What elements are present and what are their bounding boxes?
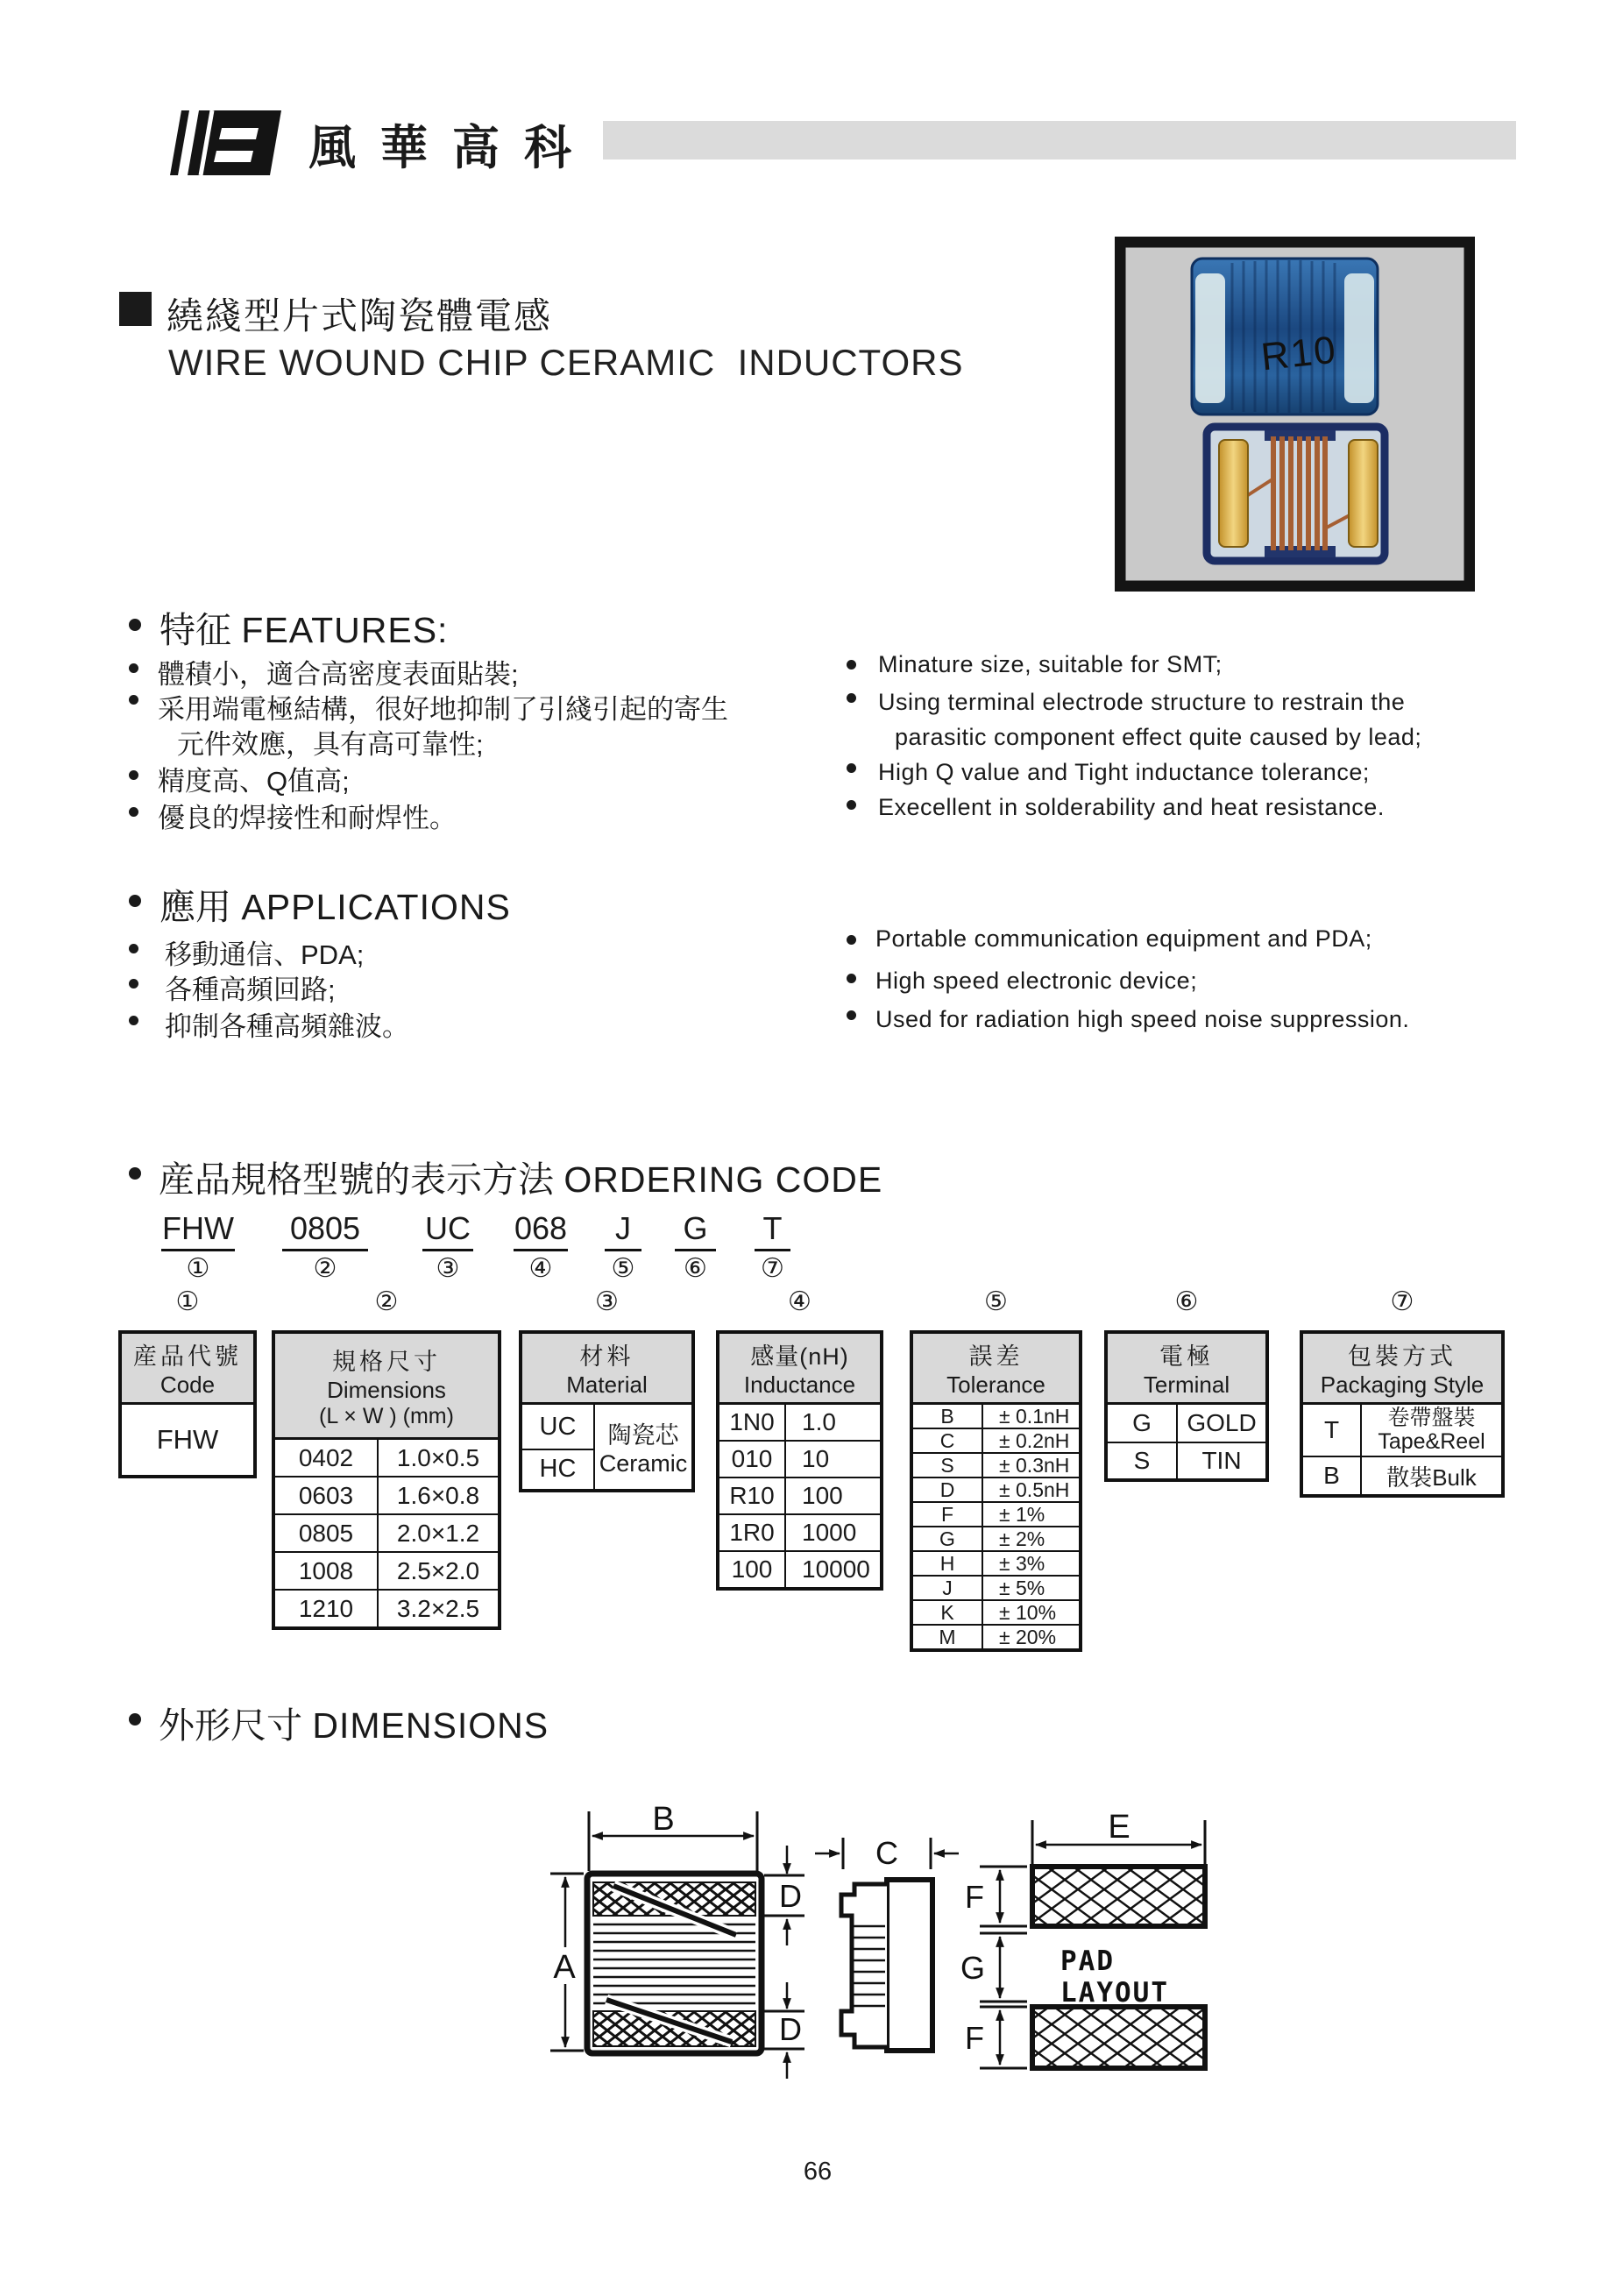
table-cell: 1.0×0.5 — [377, 1440, 498, 1476]
features-heading — [159, 601, 448, 653]
material-table — [519, 1330, 695, 1492]
bullet-icon — [847, 660, 856, 670]
table-cell: S — [1133, 1447, 1151, 1474]
table-cell: 0402 — [298, 1443, 354, 1471]
page-title-zh: 繞綫型片式陶瓷體電感 — [167, 295, 553, 337]
tolerance-table — [910, 1330, 1082, 1652]
table-cell: J — [942, 1576, 953, 1599]
table-cell: H — [939, 1551, 955, 1575]
application-item-en: High speed electronic device; — [875, 967, 1198, 994]
applications-heading-en: APPLICATIONS — [241, 887, 511, 927]
dimensions-table — [272, 1330, 501, 1630]
table-cell: F — [940, 1502, 954, 1526]
dim-label-f: F — [965, 2020, 984, 2056]
table-cell: FHW — [156, 1424, 219, 1455]
table-header-zh: 材料 — [579, 1343, 634, 1370]
brand-name: 風華高科 — [308, 122, 596, 174]
terminal-table — [1104, 1330, 1269, 1482]
table-cell: ± 1% — [982, 1503, 1079, 1526]
table-cell: K — [940, 1600, 954, 1624]
table-header-en: Packaging Style — [1320, 1371, 1485, 1398]
table-cell — [1360, 1405, 1501, 1456]
page-number: 66 — [803, 2158, 833, 2186]
table-cell: 1.6×0.8 — [377, 1478, 498, 1513]
ordering-code-part: 068 — [514, 1210, 568, 1251]
feature-item-zh: 采用端電極結構，很好地抑制了引綫引起的寄生 — [158, 694, 728, 725]
table-cell: ± 5% — [982, 1577, 1079, 1599]
table-cell: 100 — [731, 1555, 773, 1583]
table-header-en: Code — [159, 1371, 216, 1398]
table-header-zh: 誤差 — [968, 1343, 1024, 1370]
table-cell: 散裝Bulk — [1360, 1457, 1501, 1494]
table-cell: 0805 — [298, 1519, 354, 1547]
table-header-zh: 包裝方式 — [1348, 1343, 1456, 1370]
features-heading-en: FEATURES: — [241, 610, 449, 650]
table-cell: R10 — [729, 1482, 775, 1509]
table-cell: ± 0.2nH — [982, 1429, 1079, 1452]
table-cell: 1R0 — [729, 1519, 775, 1546]
bullet-icon — [129, 944, 138, 953]
bullet-icon — [847, 693, 856, 703]
table-cell-merged — [593, 1405, 691, 1489]
bullet-icon — [129, 807, 138, 817]
application-item-zh: 抑制各種高頻雜波。 — [165, 1011, 409, 1042]
table-cell: ± 10% — [982, 1601, 1079, 1624]
dim-label-d: D — [779, 2011, 802, 2047]
table-cell: 2.5×2.0 — [377, 1553, 498, 1589]
section-bullet-icon — [129, 619, 141, 631]
code-index-badge: ② — [313, 1254, 337, 1283]
feature-item-zh: 優良的焊接性和耐焊性。 — [158, 803, 457, 833]
feature-item-en: Execellent in solderability and heat resistance. — [878, 794, 1385, 820]
ordering-code-part: 0805 — [282, 1210, 368, 1251]
feature-item-en: High Q value and Tight inductance tolerance; — [878, 759, 1370, 785]
application-item-zh: 各種高頻回路; — [165, 974, 336, 1005]
bullet-icon — [847, 800, 856, 810]
feature-item-en: Minature size, suitable for SMT; — [878, 651, 1223, 677]
ordering-code-part: FHW — [161, 1210, 235, 1251]
table-header-zh: 産品代號 — [133, 1343, 242, 1370]
table-cell: ± 0.3nH — [982, 1454, 1079, 1477]
application-item-en: Used for radiation high speed noise suppression. — [875, 1006, 1410, 1032]
material-zh: 陶瓷芯 — [607, 1422, 679, 1449]
table-cell: D — [939, 1478, 955, 1501]
code-index-badge: ① — [186, 1254, 210, 1283]
table-header-sub: (L × W ) (mm) — [319, 1403, 454, 1428]
dim-label-c: C — [875, 1835, 898, 1871]
table-cell: 010 — [731, 1445, 773, 1472]
table-header-en: Material — [566, 1371, 648, 1398]
table-cell: 1.0 — [784, 1405, 880, 1440]
ordering-heading-en: ORDERING CODE — [563, 1159, 883, 1200]
bullet-icon — [847, 1010, 856, 1020]
table-index-badge: ⑥ — [1174, 1287, 1199, 1316]
top-view-figure — [550, 1801, 804, 2079]
table-index-badge: ⑤ — [984, 1287, 1008, 1316]
ordering-code-heading — [159, 1151, 882, 1202]
inductance-table — [716, 1330, 883, 1591]
table-cell: ± 2% — [982, 1527, 1079, 1550]
chip-marking: R10 — [1258, 328, 1340, 379]
brand-logo-mark — [169, 110, 283, 175]
table-header-en: Terminal — [1143, 1371, 1230, 1398]
bullet-icon — [847, 935, 856, 945]
dimensions-heading — [159, 1697, 549, 1748]
bullet-icon — [129, 695, 138, 705]
table-header-zh: 電極 — [1159, 1343, 1214, 1370]
table-cell: 2.0×1.2 — [377, 1515, 498, 1551]
feature-item-zh-cont: 元件效應，具有高可靠性; — [177, 729, 484, 760]
code-table — [118, 1330, 257, 1478]
feature-item-zh: 體積小，適合高密度表面貼裝; — [158, 659, 519, 690]
section-bullet-icon — [129, 1167, 141, 1180]
dimensions-heading-zh: 外形尺寸 — [159, 1705, 302, 1746]
applications-heading-zh: 應用 — [159, 887, 231, 927]
table-cell: G — [1132, 1409, 1152, 1436]
table-cell: B — [1323, 1462, 1340, 1489]
ordering-code-part: UC — [422, 1210, 473, 1251]
section-bullet-icon — [129, 895, 141, 907]
feature-item-en: Using terminal electrode structure to restrain the — [878, 689, 1406, 715]
table-index-badge: ③ — [595, 1287, 619, 1316]
bullet-icon — [847, 763, 856, 773]
table-cell: 1210 — [298, 1594, 354, 1622]
bullet-icon — [129, 770, 138, 780]
table-cell: HC — [522, 1449, 593, 1487]
table-header-zh: 規格尺寸 — [332, 1348, 441, 1375]
table-cell: 0603 — [298, 1481, 354, 1509]
dimensions-drawing — [526, 1788, 1244, 2103]
code-index-badge: ⑦ — [761, 1254, 784, 1283]
packaging-zh: 卷帶盤裝 — [1387, 1406, 1476, 1430]
application-item-zh: 移動通信、PDA; — [165, 939, 365, 970]
product-photo — [1115, 237, 1475, 592]
dim-label-b: B — [652, 1801, 675, 1838]
header-gray-bar — [603, 121, 1516, 159]
pad-layout-label-line2: LAYOUT — [1060, 1977, 1169, 2009]
ordering-heading-zh: 産品規格型號的表示方法 — [159, 1159, 554, 1200]
ordering-code-part: T — [755, 1210, 790, 1251]
dim-label-d: D — [779, 1878, 802, 1914]
table-index-badge: ④ — [788, 1287, 812, 1316]
material-en: Ceramic — [599, 1450, 688, 1477]
table-cell: 10000 — [784, 1552, 880, 1587]
table-cell: 3.2×2.5 — [377, 1591, 498, 1626]
packaging-table — [1300, 1330, 1505, 1498]
table-cell: G — [939, 1527, 955, 1550]
ordering-code-part: J — [605, 1210, 641, 1251]
table-cell: 100 — [784, 1478, 880, 1513]
title-square-marker — [119, 292, 152, 326]
side-view-figure — [815, 1835, 959, 2051]
dim-label-e: E — [1108, 1809, 1130, 1846]
table-cell: ± 0.5nH — [982, 1478, 1079, 1501]
ordering-code-part: G — [675, 1210, 716, 1251]
pad-layout-figure — [960, 1809, 1205, 2068]
feature-item-en-cont: parasitic component effect quite caused by lead; — [895, 724, 1422, 750]
table-header-en: Dimensions — [327, 1376, 446, 1403]
code-index-badge: ⑤ — [611, 1254, 635, 1283]
dim-label-a: A — [553, 1949, 576, 1986]
table-cell: 1000 — [784, 1515, 880, 1550]
table-cell: 1N0 — [729, 1408, 775, 1435]
page-title-en: WIRE WOUND CHIP CERAMIC INDUCTORS — [168, 342, 964, 383]
table-cell: GOLD — [1176, 1405, 1265, 1442]
table-cell: S — [940, 1453, 954, 1477]
dim-label-f: F — [965, 1879, 984, 1915]
table-cell: B — [940, 1404, 954, 1428]
table-index-badge: ② — [374, 1287, 399, 1316]
code-index-badge: ④ — [528, 1254, 553, 1283]
table-cell: 1008 — [298, 1556, 354, 1584]
dim-label-g: G — [960, 1950, 986, 1986]
chip-bottom-view-photo — [1207, 427, 1385, 561]
table-index-badge: ⑦ — [1390, 1287, 1414, 1316]
table-cell: ± 0.1nH — [982, 1405, 1079, 1428]
table-cell: ± 20% — [982, 1626, 1079, 1648]
bullet-icon — [847, 974, 856, 983]
application-item-en: Portable communication equipment and PDA; — [875, 925, 1372, 952]
bullet-icon — [129, 979, 138, 989]
dimensions-heading-en: DIMENSIONS — [312, 1705, 549, 1746]
pad-layout-label-line1: PAD — [1060, 1945, 1115, 1977]
chip-top-view-photo — [1192, 259, 1378, 415]
table-cell: ± 3% — [982, 1552, 1079, 1575]
table-cell: UC — [539, 1412, 577, 1441]
table-header-en: Tolerance — [946, 1371, 1045, 1398]
packaging-en: Tape&Reel — [1378, 1429, 1485, 1454]
code-index-badge: ③ — [436, 1254, 460, 1283]
table-header-zh: 感量(nH) — [750, 1343, 849, 1370]
table-cell: M — [939, 1625, 956, 1648]
table-header-en: Inductance — [743, 1371, 856, 1398]
code-index-badge: ⑥ — [684, 1254, 707, 1283]
table-index-badge: ① — [175, 1287, 200, 1316]
features-heading-zh: 特征 — [159, 610, 231, 650]
bullet-icon — [129, 1016, 138, 1025]
section-bullet-icon — [129, 1713, 141, 1726]
table-cell: TIN — [1176, 1443, 1265, 1478]
table-cell: C — [939, 1428, 955, 1452]
bullet-icon — [129, 663, 138, 673]
feature-item-zh: 精度高、Q值高; — [158, 766, 350, 797]
table-cell: T — [1323, 1416, 1340, 1443]
table-cell: 10 — [784, 1442, 880, 1477]
applications-heading — [159, 878, 511, 930]
